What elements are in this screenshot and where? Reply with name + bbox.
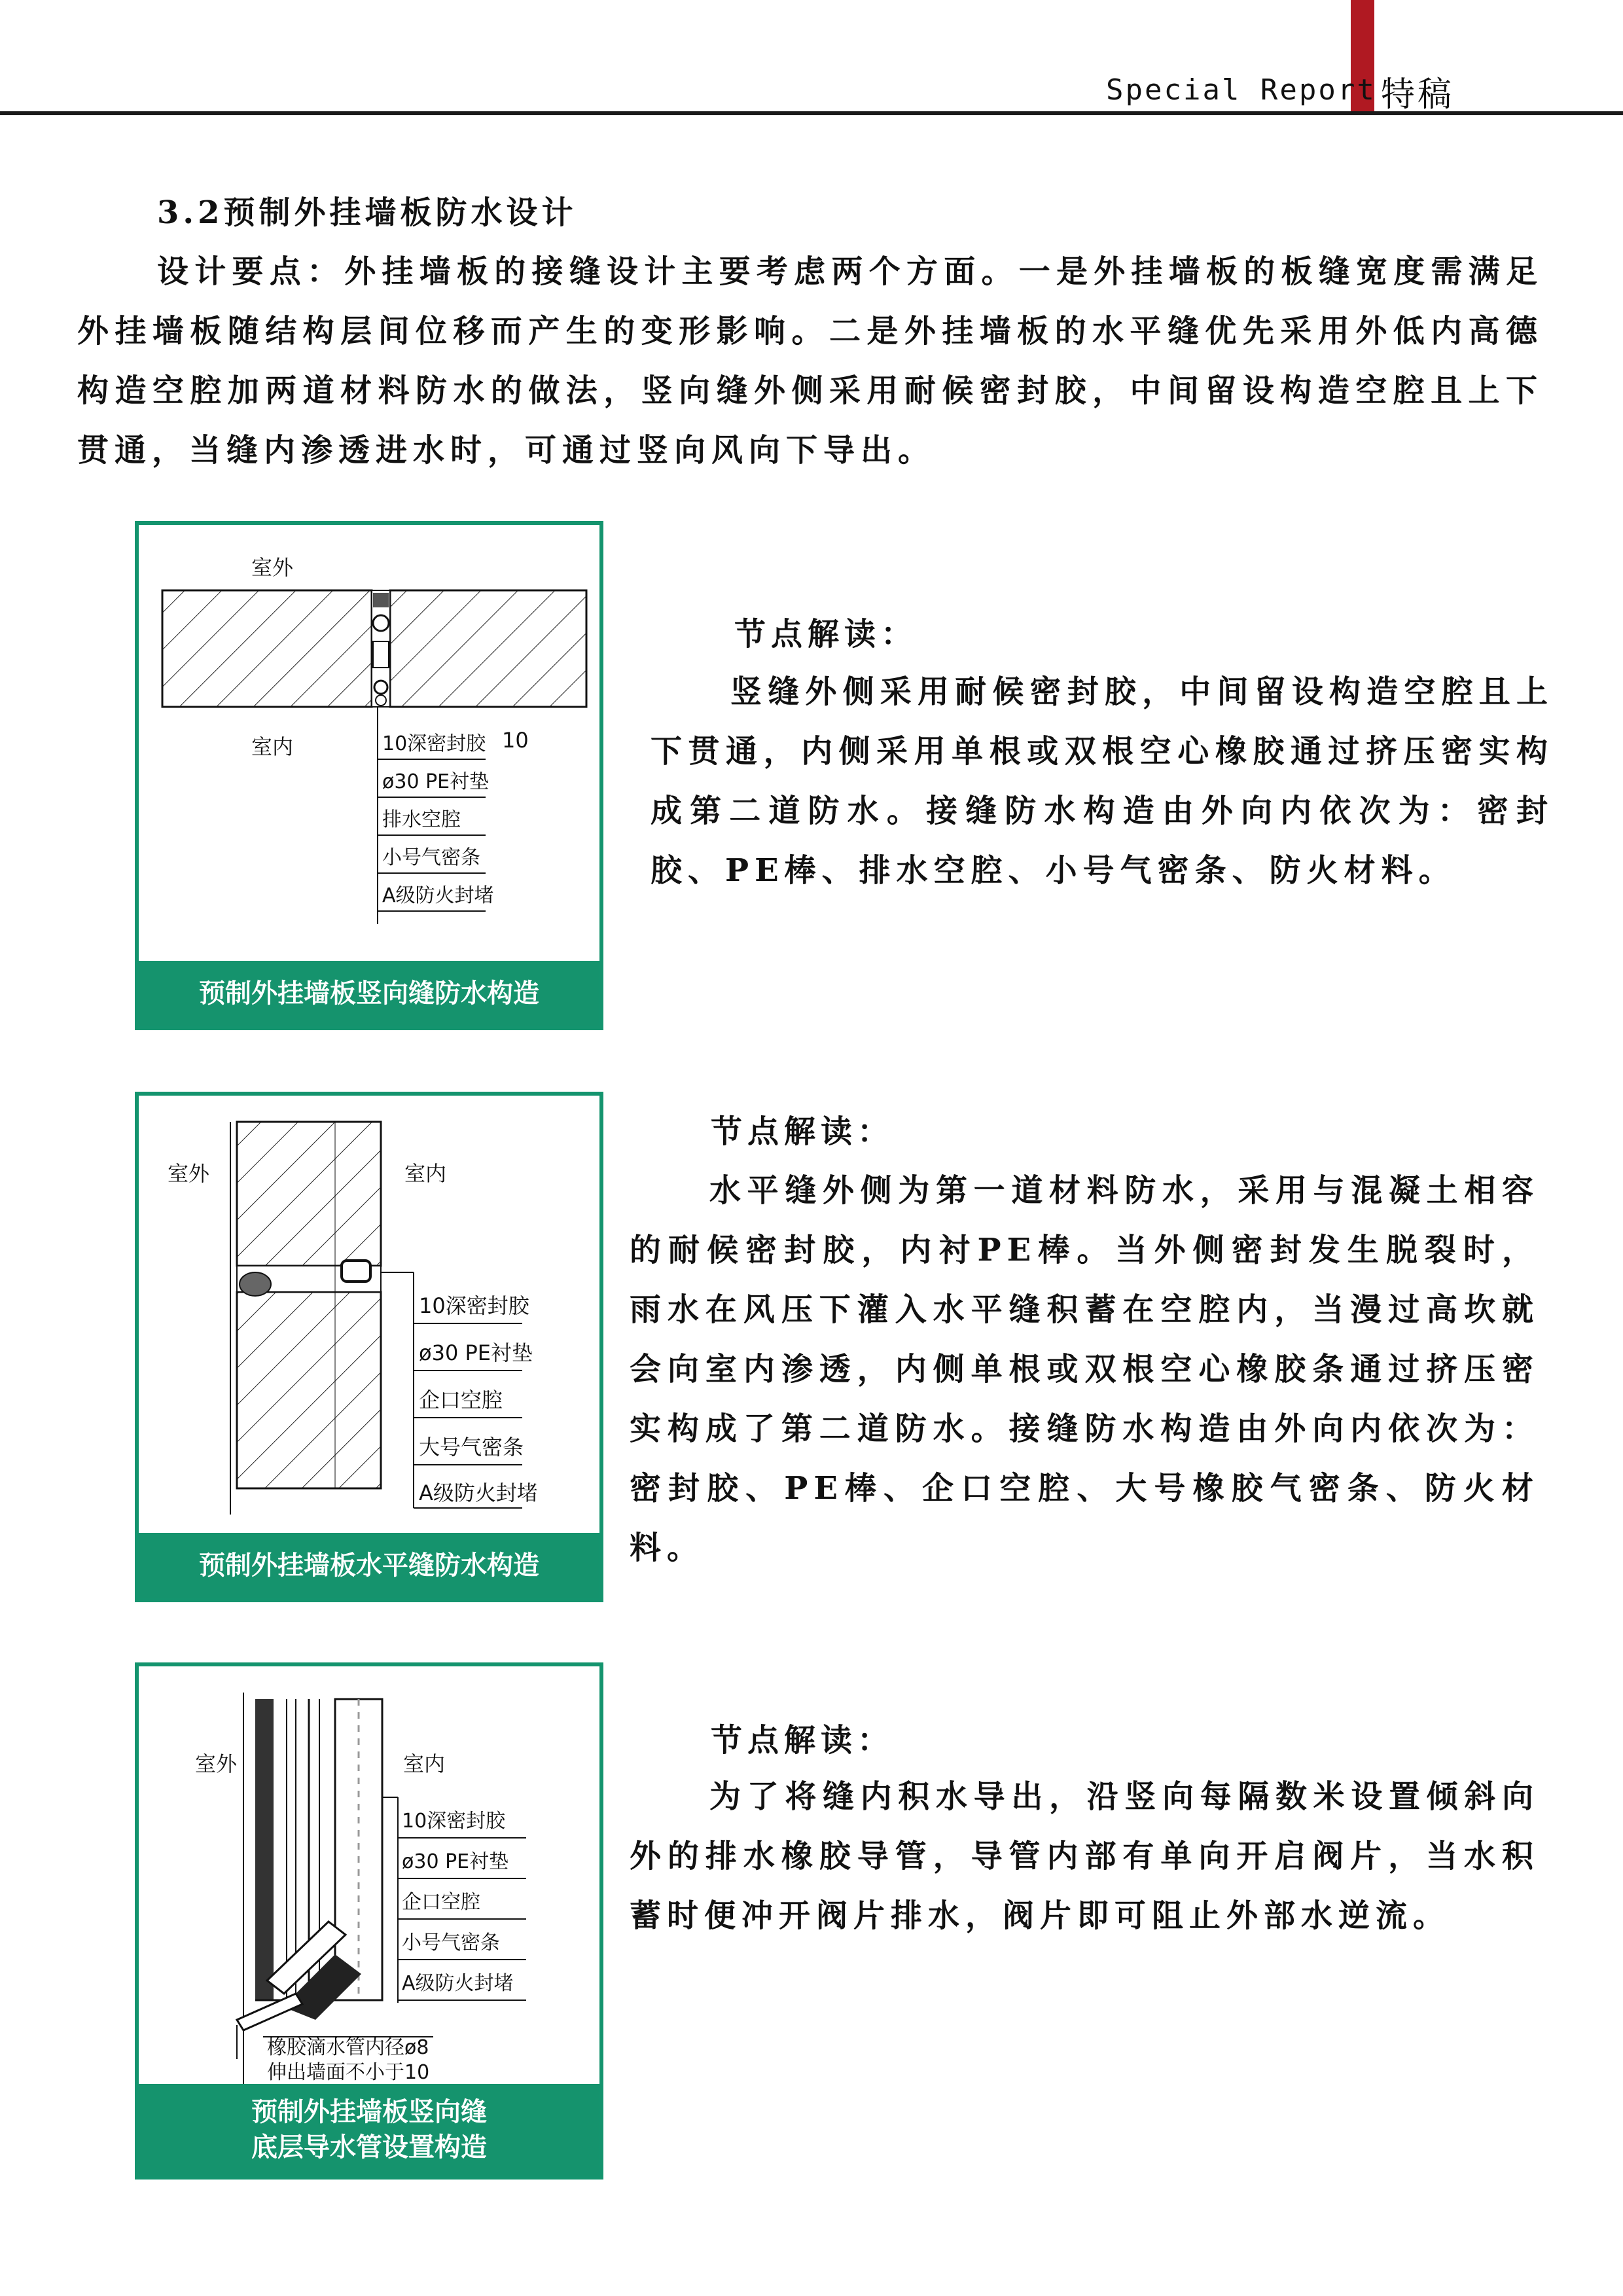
header-english-title: Special Report <box>1106 73 1376 107</box>
figure-caption <box>139 1533 599 1598</box>
layer-label-air-seal: 小号气密条 <box>382 846 480 869</box>
layer-label-rebate-cavity: 企口空腔 <box>402 1891 480 1914</box>
outdoor-label: 室外 <box>168 1161 210 1186</box>
indoor-label: 室内 <box>251 734 294 759</box>
layer-label-sealant: 10深密封胶 <box>419 1293 529 1318</box>
section-paragraph: 设计要点：外挂墙板的接缝设计主要考虑两个方面。一是外挂墙板的板缝宽度需满足外挂墙板随结构层间位移而产生的变形影响。二是外挂墙板的水平缝优先采用外低内高德构造空腔加两道材料防水的做法，竖向缝外侧采用耐候密封胶，中间留设构造空腔且上下贯通，当缝内渗透进水时，可通过竖向风向下导出。 <box>77 253 1543 469</box>
section-heading: 3.2预制外挂墙板防水设计 <box>157 194 577 231</box>
layer-label-air-seal: 小号气密条 <box>402 1931 500 1954</box>
pipe-label-diameter: 橡胶滴水管内径ø8 <box>267 2036 429 2059</box>
figure-caption <box>139 2084 599 2176</box>
layer-label-air-seal: 大号气密条 <box>419 1435 524 1460</box>
layer-label-sealant: 10深密封胶 <box>382 732 486 755</box>
layer-label-pe-rod: ø30 PE衬垫 <box>382 770 490 793</box>
note-block-1 <box>734 609 1552 654</box>
note-title: 节点解读： <box>734 616 918 653</box>
indoor-label: 室内 <box>403 1751 446 1776</box>
caption-line: 预制外挂墙板竖向缝防水构造 <box>199 978 539 1009</box>
figure-horizontal-joint <box>135 1092 603 1602</box>
caption-line: 底层导水管设置构造 <box>251 2132 487 2162</box>
header-rule <box>0 111 1623 115</box>
note-text-3: 为了将缝内积水导出，沿竖向每隔数米设置倾斜向外的排水橡胶导管，导管内部有单向开启阀片，当水积蓄时便冲开阀片排水，阀片即可阻止外部水逆流。 <box>630 1778 1539 1934</box>
layer-label-fire-stop: A级防火封堵 <box>382 884 494 907</box>
layer-label-rebate-cavity: 企口空腔 <box>419 1388 503 1412</box>
note-title: 节点解读： <box>711 1722 895 1759</box>
caption-line: 预制外挂墙板水平缝防水构造 <box>199 1551 539 1581</box>
outdoor-label: 室外 <box>251 555 294 580</box>
layer-label-drain-cavity: 排水空腔 <box>382 808 461 831</box>
layer-label-fire-stop: A级防火封堵 <box>419 1480 538 1505</box>
note-block-2 <box>711 1106 1535 1151</box>
drain-pipe-drawing <box>139 1666 599 2085</box>
indoor-label: 室内 <box>404 1161 447 1186</box>
horizontal-joint-drawing <box>139 1096 599 1528</box>
figure-vertical-joint <box>135 521 603 1030</box>
note-title: 节点解读： <box>711 1113 895 1150</box>
caption-line: 预制外挂墙板竖向缝 <box>251 2097 487 2127</box>
figure-drain-pipe <box>135 1662 603 2179</box>
outdoor-label: 室外 <box>195 1751 238 1776</box>
note-text-1: 竖缝外侧采用耐候密封胶，中间留设构造空腔且上下贯通，内侧采用单根或双根空心橡胶通过挤压密实构成第二道防水。接缝防水构造由外向内依次为：密封胶、PE棒、排水空腔、小号气密条、防火材料。 <box>651 673 1554 889</box>
figure-caption <box>139 961 599 1026</box>
vertical-joint-drawing <box>139 525 599 957</box>
layer-label-pe-rod: ø30 PE衬垫 <box>402 1850 509 1873</box>
layer-label-fire-stop: A级防火封堵 <box>402 1972 514 1995</box>
layer-label-sealant: 10深密封胶 <box>402 1810 506 1833</box>
dimension-label: 10 <box>502 728 529 753</box>
header-chinese-title: 特稿 <box>1381 75 1455 115</box>
layer-label-pe-rod: ø30 PE衬垫 <box>419 1340 533 1365</box>
note-text-2: 水平缝外侧为第一道材料防水，采用与混凝土相容的耐候密封胶，内衬PE棒。当外侧密封发生脱裂时，雨水在风压下灌入水平缝积蓄在空腔内，当漫过高坎就会向室内渗透，内侧单根或双根空心橡胶条通过挤压密实构成了第二道防水。接缝防水构造由外向内依次为：密封胶、PE棒、企口空腔、大号橡胶气密条、防火材料。 <box>630 1172 1539 1566</box>
note-block-3 <box>711 1715 1535 1760</box>
pipe-label-projection: 伸出墙面不小于10 <box>267 2061 430 2084</box>
